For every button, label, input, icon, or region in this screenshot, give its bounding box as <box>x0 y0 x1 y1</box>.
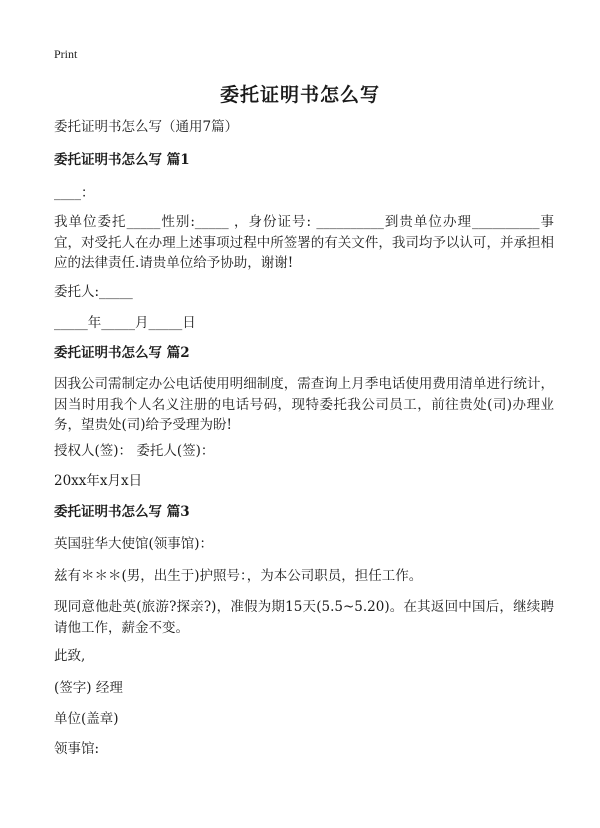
section-3-recipient: 英国驻华大使馆(领事馆)： <box>54 536 214 552</box>
section-3-signer: (签字) 经理 <box>54 680 123 696</box>
section-2-heading: 委托证明书怎么写 篇2 <box>54 345 190 361</box>
section-1-heading: 委托证明书怎么写 篇1 <box>54 152 190 168</box>
section-3-line1: 兹有＊＊＊(男，出生于)护照号：，为本公司职员，担任工作。 <box>54 568 423 584</box>
section-1-date: _____年_____月_____日 <box>54 315 196 331</box>
section-2-body: 因我公司需制定办公电话使用明细制度，需查询上月季电话使用费用清单进行统计，因当时用我个人名义注册的电话号码，现特委托我公司员工，前往贵处(司)办理业务，望贵处(司)给予受理为盼! <box>54 376 554 433</box>
section-3-closing: 此致, <box>54 648 86 664</box>
section-2-signatures: 授权人(签)： 委托人(签)： <box>54 443 215 459</box>
section-1-agent: 委托人:_____ <box>54 284 133 300</box>
print-link[interactable]: Print <box>54 47 78 61</box>
section-3-consulate: 领事馆: <box>54 741 100 757</box>
section-1-body: 我单位委托_____性别:_____ ，身份证号: __________到贵单位办理__________事宜，对受托人在办理上述事项过程中所签署的有关文件，我司均予以认可，并承担相应的法律责任.请贵单位给予协助，谢谢! <box>54 214 554 271</box>
section-1-salutation: ____： <box>54 185 95 201</box>
section-3-unit: 单位(盖章) <box>54 711 119 727</box>
document-subtitle: 委托证明书怎么写（通用7篇） <box>54 119 239 135</box>
section-2-date: 20xx年x月x日 <box>54 473 143 489</box>
page-title: 委托证明书怎么写 <box>219 84 380 106</box>
section-3-heading: 委托证明书怎么写 篇3 <box>54 504 190 520</box>
section-3-line2: 现同意他赴英(旅游?探亲?)，准假为期15天(5.5~5.20)。在其返回中国后，继续聘请他工作，薪金不变。 <box>54 599 554 636</box>
